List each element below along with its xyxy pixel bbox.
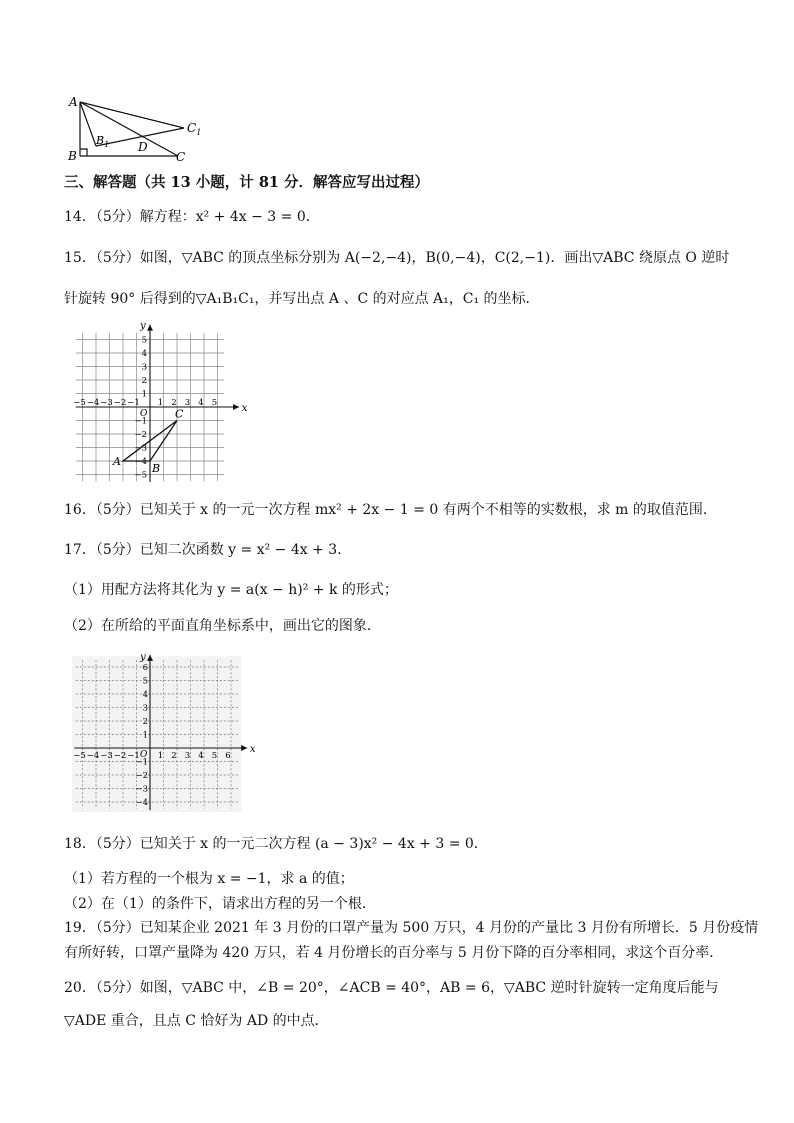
x-tick-label: −2 [113,751,127,761]
x-tick-label: −4 [86,398,100,408]
question-20-line1: 20．（5分）如图，▽ABC 中，∠B = 20°，∠ACB = 40°，AB = 6，▽ABC 逆时针旋转一定角度后能与 [64,980,719,996]
segment-ac [80,102,178,156]
axis-label-x: x [241,403,248,414]
x-tick-label: −3 [100,398,113,408]
y-tick-label: −2 [134,430,147,440]
x-tick-label: −4 [86,751,100,761]
axis-label-x: x [249,744,256,755]
x-tick-label: 1 [157,398,164,408]
y-tick-label: −3 [135,784,148,795]
y-tick-label: 4 [142,690,148,700]
x-tick-label: −5 [73,751,86,761]
y-tick-label: 3 [141,362,147,373]
triangle-label-a: A [113,455,121,468]
y-tick-label: 1 [141,389,147,400]
origin-label: O [140,750,148,760]
question-16: 16．（5分）已知关于 x 的一元一次方程 mx² + 2x − 1 = 0 有两个不相等的实数根，求 m 的取值范围． [64,502,717,518]
question-20-line2: ▽ADE 重合，且点 C 恰好为 AD 的中点． [64,1013,329,1029]
x-tick-label: 2 [171,751,177,761]
question-17-part2: （2）在所给的平面直角坐标系中，画出它的图象． [64,618,381,634]
triangle-label-b: B [152,462,161,475]
x-tick-label: 5 [211,751,218,761]
y-tick-label: −5 [134,470,147,481]
x-tick-label: 4 [198,751,204,761]
question-18-part1: （1）若方程的一个根为 x = −1，求 a 的值； [64,871,354,887]
y-tick-label: −2 [135,771,148,781]
coordinate-grid-1 [70,322,248,482]
section-heading: 三、解答题（共 13 小题，计 81 分．解答应写出过程） [64,174,430,191]
question-17-part1: （1）用配方法将其化为 y = a(x − h)² + k 的形式； [64,582,398,598]
origin-label: O [140,409,148,419]
y-tick-label: 4 [141,349,147,359]
x-tick-label: 5 [211,398,218,408]
label-b1: $B_1$ [96,134,110,149]
y-tick-label: −4 [134,457,147,467]
x-tick-label: −5 [73,398,86,408]
question-15-line1: 15．（5分）如图，▽ABC 的顶点坐标分别为 A(−2,−4)，B(0,−4)，C(2,−1)．画出▽ABC 绕原点 O 逆时 [64,250,730,266]
x-tick-label: 1 [157,751,164,761]
y-tick-label: −4 [135,798,148,808]
axis-label-y: y [140,651,146,663]
x-tick-label: 6 [225,751,231,761]
y-tick-label: 5 [142,676,148,687]
label-c1: $C_1$ [187,121,202,137]
x-tick-label: −3 [100,751,113,761]
y-tick-label: 5 [141,335,147,346]
x-tick-label: −1 [127,751,140,761]
question-19-line2: 有所好转，口罩产量降为 420 万只，若 4 月份增长的百分率与 5 月份下降的百分率相同，求这个百分率． [64,945,724,961]
segment-ab1 [80,102,96,146]
axis-label-y: y [140,322,146,332]
segment-ac1 [80,102,184,128]
y-tick-label: −1 [134,416,147,427]
question-18-part2: （2）在（1）的条件下，请求出方程的另一个根． [64,896,376,912]
y-tick-label: 2 [142,717,148,727]
x-tick-label: 3 [184,751,191,761]
y-tick-label: −3 [134,443,147,454]
label-a: A [69,95,78,109]
question-14: 14．（5分）解方程：x² + 4x − 3 = 0． [64,209,320,225]
right-angle-mark [80,149,87,156]
y-tick-label: 3 [142,703,148,714]
question-18: 18．（5分）已知关于 x 的一元二次方程 (a − 3)x² − 4x + 3 = 0． [64,836,488,852]
y-axis-arrow [147,325,153,331]
x-tick-label: 2 [171,398,177,408]
x-tick-label: −1 [127,398,140,408]
label-b: B [68,149,77,163]
coordinate-grid-2 [72,650,268,812]
y-tick-label: −1 [135,757,148,768]
x-tick-label: 4 [198,398,204,408]
y-tick-label: 1 [142,730,148,741]
x-tick-label: 3 [184,398,191,408]
triangle-figure [66,94,216,166]
label-d: D [138,140,148,154]
question-19-line1: 19．（5分）已知某企业 2021 年 3 月份的口罩产量为 500 万只，4 月份的产量比 3 月份有所增长．5 月份疫情 [64,920,759,936]
question-15-line2: 针旋转 90° 后得到的▽A₁B₁C₁，并写出点 A 、C 的对应点 A₁，C₁ 的坐标． [64,291,540,307]
x-axis-arrow [241,745,247,751]
x-tick-label: −2 [113,398,127,408]
triangle-label-c: C [175,407,184,421]
label-c: C [176,150,186,164]
y-tick-label: 2 [141,376,147,386]
x-axis-arrow [233,404,239,410]
question-17: 17．（5分）已知二次函数 y = x² − 4x + 3． [64,542,352,558]
y-tick-label: 6 [142,663,148,673]
